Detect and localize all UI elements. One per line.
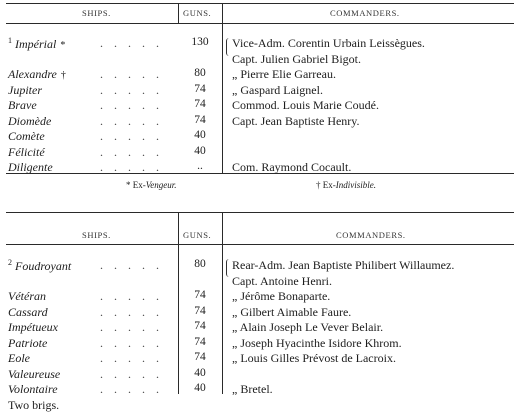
commander-name: Capt. Jean Baptiste Henry. [232,113,360,128]
footnote-ref: 1 [8,36,12,45]
dot-leader: ..... [100,82,170,97]
table-row [0,320,520,336]
ship-name-text: Patriote [8,335,48,350]
table1-header-divider-2 [222,3,223,23]
ship-name [8,83,42,98]
ship-name [8,114,51,129]
ship-name [8,367,60,382]
dot-leader: ..... [100,366,170,381]
commander-name: Vice-Adm. Corentin Urbain Leissègues. [232,36,425,50]
table-row [0,258,520,274]
commander-name: „ Louis Gilles Prévost de Lacroix. [232,351,396,365]
guns-value: 74 [194,304,206,317]
commander-name: Rear-Adm. Jean Baptiste Philibert Willaumez. [232,258,455,272]
dot-leader: ..... [100,320,170,334]
dot-leader: ..... [100,258,170,272]
ship-name-text: Eole [8,351,30,365]
ship-name [8,98,37,113]
dot-leader: ..... [100,113,170,128]
table1-header-divider-1 [178,3,179,23]
guns-value: 74 [194,351,206,363]
ship-name [8,351,30,366]
dot-leader: ..... [100,36,170,50]
table2-header-guns: GUNS. [183,230,212,240]
ship-name-text: Vétéran [8,289,46,303]
guns-value: 74 [194,335,206,348]
ship-name [8,67,66,82]
ship-name [8,145,45,160]
dot-leader: ..... [100,351,170,365]
dot-leader: ..... [100,144,170,159]
ship-name-text: Diligente [8,160,53,174]
dot-leader: ..... [100,304,170,319]
table1-bottom-rule [6,173,514,174]
guns-value: 74 [194,82,206,95]
table-row [0,145,520,161]
commander-name: „ Jérôme Bonaparte. [232,289,331,303]
ship-name [8,129,45,144]
dot-leader: ..... [100,335,170,350]
ship-name-text: Valeureuse [8,366,61,381]
table2-header-commanders: COMMANDERS. [336,230,406,240]
table1-header-ships: SHIPS. [82,8,111,18]
ship-name [8,289,46,304]
ship-name-text: Félicité [8,144,45,159]
guns-value: 40 [194,382,206,394]
commander-name: „ Gilbert Aimable Faure. [232,304,352,319]
guns-value: 80 [194,67,206,79]
ship-name-text: Diomède [8,113,52,128]
ship-name-text: Impétueux [8,320,58,334]
ship-name [8,336,47,351]
ship-name-text: Alexandre [8,67,57,81]
guns-value: 80 [194,258,206,270]
commander-name: Commod. Louis Marie Coudé. [232,98,379,112]
dot-leader: ..... [100,160,170,174]
table-row [0,129,520,145]
table-row [0,36,520,52]
guns-value: 74 [194,113,206,126]
table2-header-divider-1 [178,212,179,244]
guns-value: 74 [194,289,206,301]
table2-header-divider-2 [222,212,223,244]
guns-value: 74 [194,320,206,332]
table1-header-rule [6,23,514,24]
ship-name-text: Foudroyant [15,259,72,273]
ship-name [8,36,65,52]
guns-value: 40 [194,366,206,379]
commander-name: Capt. Julien Gabriel Bigot. [232,51,361,66]
ship-name-text: Brave [8,98,37,112]
guns-value: 40 [194,144,206,157]
guns-value: .. [197,160,203,172]
table-row [0,336,520,352]
ship-name [8,320,58,335]
ship-mark: † [60,70,66,81]
guns-value: 130 [191,36,209,48]
ship-name-text: Two brigs. [8,397,60,412]
ship-name-text: Comète [8,129,45,143]
commander-name: „ Bretel. [232,382,273,396]
table2-top-rule [6,212,514,213]
table-row [0,274,520,290]
dot-leader: ..... [100,382,170,396]
commander-name: „ Joseph Hyacinthe Isidore Khrom. [232,335,402,350]
commander-name: „ Gaspard Laignel. [232,82,323,97]
table-row [0,351,520,367]
ship-mark: * [60,40,66,51]
commander-name: „ Pierre Elie Garreau. [232,67,336,81]
table-row [0,83,520,99]
guns-value: 40 [194,129,206,141]
dot-leader: ..... [100,129,170,143]
dot-leader: ..... [100,98,170,112]
ship-name [8,305,48,320]
dot-leader: ..... [100,289,170,303]
ship-name-text: Volontaire [8,382,58,396]
ship-name-text: Cassard [8,304,48,319]
table-row [0,67,520,83]
ship-name-text: Impérial [15,37,57,51]
footnote-vengeur: * Ex-Vengeur. [126,180,177,190]
table1-top-rule [6,3,514,4]
dot-leader: ..... [100,67,170,81]
table-row [0,98,520,114]
commander-name: Capt. Antoine Henri. [232,273,332,288]
guns-value: 74 [194,98,206,110]
table2-header-rule [6,244,514,245]
ship-name [8,258,71,274]
table-row [0,382,520,398]
table-row [0,114,520,130]
table-row [0,289,520,305]
table2-header-ships: SHIPS. [82,230,111,240]
table1-header-commanders: COMMANDERS. [330,8,400,18]
table-row [0,52,520,68]
footnote-ref: 2 [8,258,12,267]
footnote-indivisible: † Ex-Indivisible. [316,180,376,190]
ship-name-text: Jupiter [8,82,42,97]
table-row [0,305,520,321]
commander-name: „ Alain Joseph Le Vever Belair. [232,320,384,334]
table-row [0,367,520,383]
ship-name [8,382,58,397]
commander-name: Com. Raymond Cocault. [232,160,352,174]
table1-header-guns: GUNS. [183,8,212,18]
